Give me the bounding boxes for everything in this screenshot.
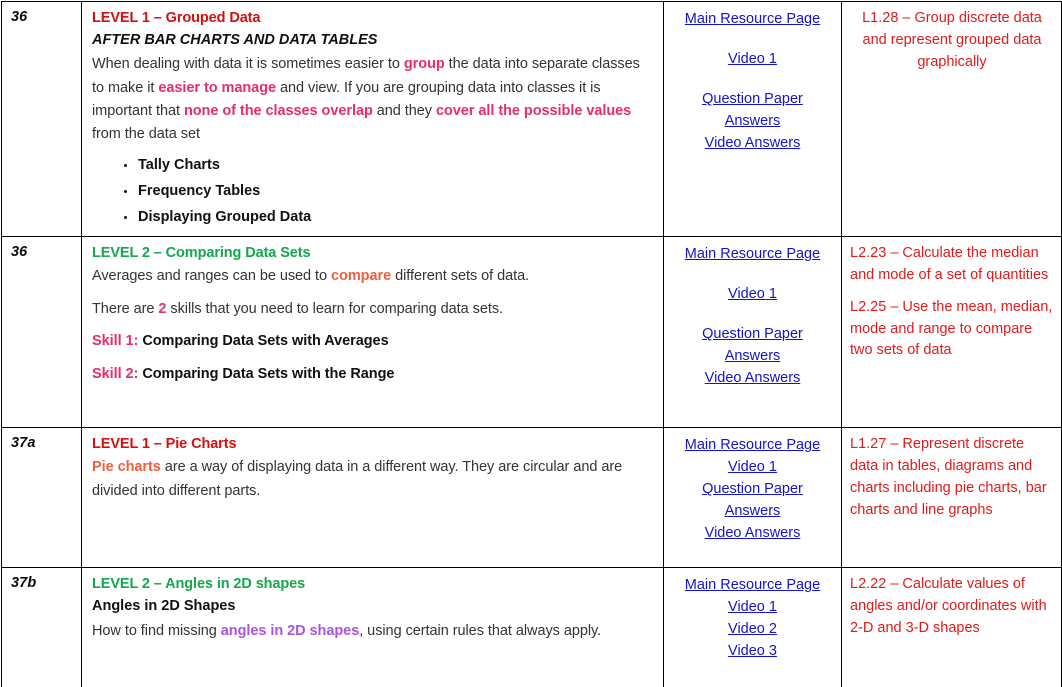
highlight-compare: compare <box>331 268 392 285</box>
table-row <box>2 237 1062 428</box>
content-subheading: Angles in 2D Shapes <box>92 598 236 615</box>
skill-line <box>92 330 653 353</box>
link-question-paper[interactable]: Question Paper <box>702 326 803 343</box>
link-main-resource-page[interactable]: Main Resource Page <box>684 246 821 263</box>
link-video-1[interactable]: Video 1 <box>728 599 777 616</box>
para-text: , using certain rules that always apply. <box>359 623 602 640</box>
objectives-cell <box>842 568 1062 687</box>
link-main-resource-page[interactable]: Main Resource Page <box>684 437 821 454</box>
para-text: the data into separate classes to make it <box>92 56 640 96</box>
resources-cell <box>664 237 842 428</box>
link-answers[interactable]: Answers <box>724 348 781 365</box>
highlight-easier-to-manage: easier to manage <box>158 79 277 96</box>
link-video-answers[interactable]: Video Answers <box>704 135 801 152</box>
para-text: different sets of data. <box>391 268 530 285</box>
content-paragraph <box>92 265 653 288</box>
objectives-cell <box>842 428 1062 568</box>
para-text: There are <box>92 300 159 317</box>
objective-item: L1.27 – Represent discrete data in tables, diagrams and charts including pie charts, bar charts and line graphs <box>850 436 1047 518</box>
skill-line <box>92 363 653 386</box>
skill-1-label: Skill 1: <box>92 333 139 350</box>
objective-item: L2.22 – Calculate values of angles and/or coordinates with 2-D and 3-D shapes <box>850 576 1047 636</box>
content-cell <box>82 568 664 687</box>
reference-number: 37b <box>11 575 37 592</box>
scheme-of-work-table <box>1 1 1062 687</box>
content-paragraph <box>92 620 653 643</box>
para-text: Averages and ranges can be used to <box>92 268 332 285</box>
reference-cell <box>2 428 82 568</box>
link-answers[interactable]: Answers <box>724 503 781 520</box>
highlight-group: group <box>403 56 445 73</box>
level-title: LEVEL 2 – Comparing Data Sets <box>92 245 311 262</box>
reference-number: 36 <box>11 244 28 261</box>
reference-number: 37a <box>11 435 36 452</box>
reference-cell <box>2 237 82 428</box>
objective-item: L2.23 – Calculate the median and mode of a set of quantities <box>850 245 1049 284</box>
objective-item: L1.28 – Group discrete data and represent grouped data graphically <box>862 10 1042 70</box>
skill-1-text: Comparing Data Sets with Averages <box>138 333 389 350</box>
resources-cell <box>664 428 842 568</box>
list-item: Tally Charts <box>138 153 653 179</box>
highlight-cover-all-values: cover all the possible values <box>435 103 632 119</box>
content-paragraph <box>92 53 653 147</box>
link-video-1[interactable]: Video 1 <box>728 51 777 68</box>
link-main-resource-page[interactable]: Main Resource Page <box>684 577 821 594</box>
link-video-1[interactable]: Video 1 <box>728 459 777 476</box>
list-item: Frequency Tables <box>138 179 653 205</box>
skill-2-label: Skill 2: <box>92 365 139 382</box>
para-text: and they <box>372 103 436 119</box>
resources-cell <box>664 568 842 687</box>
topic-bullet-list <box>92 153 653 230</box>
link-question-paper[interactable]: Question Paper <box>702 481 803 498</box>
link-question-paper[interactable]: Question Paper <box>702 91 803 108</box>
link-video-3[interactable]: Video 3 <box>728 643 777 660</box>
link-video-answers[interactable]: Video Answers <box>704 525 801 542</box>
link-video-2[interactable]: Video 2 <box>728 621 777 638</box>
para-text: When dealing with data it is sometimes easier to <box>92 56 404 73</box>
reference-cell <box>2 2 82 237</box>
highlight-none-overlap: none of the classes overlap <box>183 103 373 119</box>
para-text: and view. If you are grouping data into classes it is important that <box>92 79 601 119</box>
para-text: How to find missing <box>92 623 221 640</box>
link-video-1[interactable]: Video 1 <box>728 286 777 303</box>
objective-item: L2.25 – Use the mean, median, mode and range to compare two sets of data <box>850 298 1053 359</box>
table-row <box>2 2 1062 237</box>
content-cell <box>82 2 664 237</box>
content-cell <box>82 237 664 428</box>
highlight-angles-2d: angles in 2D shapes <box>220 623 360 640</box>
table-row <box>2 428 1062 568</box>
level-title: LEVEL 2 – Angles in 2D shapes <box>92 576 306 593</box>
level-title: LEVEL 1 – Grouped Data <box>92 10 261 26</box>
highlight-pie-charts: Pie charts <box>92 459 161 476</box>
skill-2-text: Comparing Data Sets with the Range <box>138 365 395 382</box>
para-text: are a way of displaying data in a different way. They are circular and are divided into different parts. <box>92 459 623 499</box>
para-text: skills that you need to learn for comparing data sets. <box>166 300 503 317</box>
level-title: LEVEL 1 – Pie Charts <box>92 436 237 453</box>
content-paragraph <box>92 456 653 503</box>
table-row <box>2 568 1062 687</box>
reference-number: 36 <box>11 9 28 25</box>
link-video-answers[interactable]: Video Answers <box>704 370 801 387</box>
link-answers[interactable]: Answers <box>724 113 781 130</box>
content-paragraph <box>92 298 653 321</box>
content-subheading: AFTER BAR CHARTS AND DATA TABLES <box>92 32 378 49</box>
reference-cell <box>2 568 82 687</box>
para-text: from the data set <box>92 126 200 143</box>
highlight-count-2: 2 <box>158 300 167 317</box>
resources-cell <box>664 2 842 237</box>
list-item: Displaying Grouped Data <box>138 205 653 231</box>
link-main-resource-page[interactable]: Main Resource Page <box>684 11 821 27</box>
content-cell <box>82 428 664 568</box>
objectives-cell <box>842 237 1062 428</box>
objectives-cell <box>842 2 1062 237</box>
